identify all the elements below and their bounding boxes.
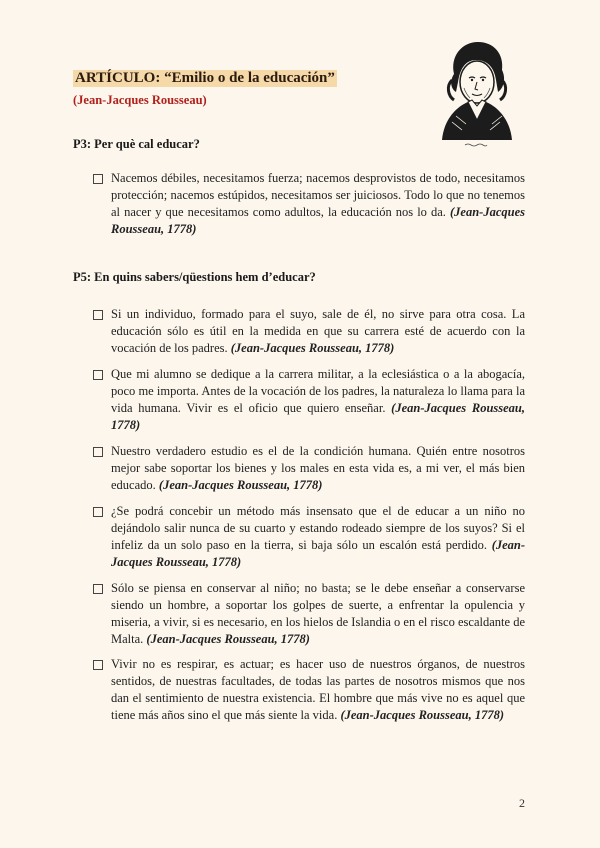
item-text: Sólo se piensa en conservar al niño; no basta; se le debe enseñar a conservarse siendo un hombre, a soportar los golpes de suerte, a enfrentar la opulencia y miseria, a vivir, si es necesario, en los hielos de Islandia o en el risco escaldante de Malta. bbox=[111, 581, 525, 646]
item-paragraph bbox=[111, 170, 525, 238]
checkbox-icon[interactable] bbox=[93, 310, 103, 320]
checkbox-icon[interactable] bbox=[93, 370, 103, 380]
item-text: ¿Se podrá concebir un método más insensato que el de educar a un niño no dejándolo salir nunca de su cuarto y estando rodeado siempre de los suyos? Si el infeliz da un solo paso en la tierra, si baja sólo un escalón está perdido. bbox=[111, 504, 525, 552]
item-paragraph bbox=[111, 366, 525, 434]
list-item bbox=[93, 656, 525, 724]
item-text: Vivir no es respirar, es actuar; es hacer uso de nuestros órganos, de nuestros sentidos, de nuestras facultades, de todas las partes de nosotros mismos que nos dan el sentimiento de nuestra existencia. El hombre que más vive no es aquel que tiene más años sino el que más siente la vida. bbox=[111, 657, 525, 722]
article-author: (Jean-Jacques Rousseau) bbox=[73, 93, 207, 107]
list-item bbox=[93, 170, 525, 238]
item-citation: (Jean-Jacques Rousseau, 1778) bbox=[111, 205, 526, 236]
item-citation: (Jean-Jacques Rousseau, 1778) bbox=[230, 341, 395, 355]
checkbox-icon[interactable] bbox=[93, 447, 103, 457]
item-citation: (Jean-Jacques Rousseau, 1778) bbox=[111, 401, 526, 432]
item-text: Nacemos débiles, necesitamos fuerza; nacemos desprovistos de todo, necesitamos protección; nacemos estúpidos, necesitamos ser juiciosos. Todo lo que no tenemos al nacer y que necesitamos como adultos, la educación nos lo da. bbox=[111, 171, 525, 219]
item-text: Si un individuo, formado para el suyo, sale de él, no sirve para otra cosa. La educación sólo es útil en la medida en que su carrera esté de acuerdo con la vocación de los padres. bbox=[111, 307, 525, 355]
item-paragraph bbox=[111, 503, 525, 571]
item-citation: (Jean-Jacques Rousseau, 1778) bbox=[340, 708, 505, 722]
item-paragraph bbox=[111, 443, 525, 494]
rousseau-portrait-icon bbox=[432, 36, 520, 140]
checkbox-icon[interactable] bbox=[93, 584, 103, 594]
checkbox-icon[interactable] bbox=[93, 660, 103, 670]
item-text: Nuestro verdadero estudio es el de la condición humana. Quién entre nosotros mejor sabe soportar los bienes y los males en esta vida es, a mi ver, el más bien educado. bbox=[111, 444, 525, 492]
portrait-signature-icon bbox=[464, 143, 488, 147]
page-number: 2 bbox=[519, 796, 525, 810]
item-citation: (Jean-Jacques Rousseau, 1778) bbox=[146, 632, 310, 646]
list-item bbox=[93, 443, 525, 494]
item-paragraph bbox=[111, 580, 525, 648]
section-heading-p3: P3: Per què cal educar? bbox=[73, 137, 200, 151]
article-title: ARTÍCULO: “Emilio o de la educación” bbox=[75, 70, 335, 86]
checkbox-icon[interactable] bbox=[93, 507, 103, 517]
item-paragraph bbox=[111, 656, 525, 724]
list-item bbox=[93, 580, 525, 648]
item-paragraph bbox=[111, 306, 525, 357]
section-heading-p5: P5: En quins sabers/qüestions hem d’educar? bbox=[73, 270, 316, 284]
checkbox-icon[interactable] bbox=[93, 174, 103, 184]
item-citation: (Jean-Jacques Rousseau, 1778) bbox=[111, 538, 526, 569]
item-text: Que mi alumno se dedique a la carrera militar, a la eclesiástica o a la abogacía, poco me importa. Antes de la vocación de los padres, la naturaleza lo llama para la vida humana. Vivir es el oficio que quiero enseñar. bbox=[111, 367, 525, 415]
list-item bbox=[93, 503, 525, 571]
list-item bbox=[93, 306, 525, 357]
item-citation: (Jean-Jacques Rousseau, 1778) bbox=[158, 478, 323, 492]
list-item bbox=[93, 366, 525, 434]
